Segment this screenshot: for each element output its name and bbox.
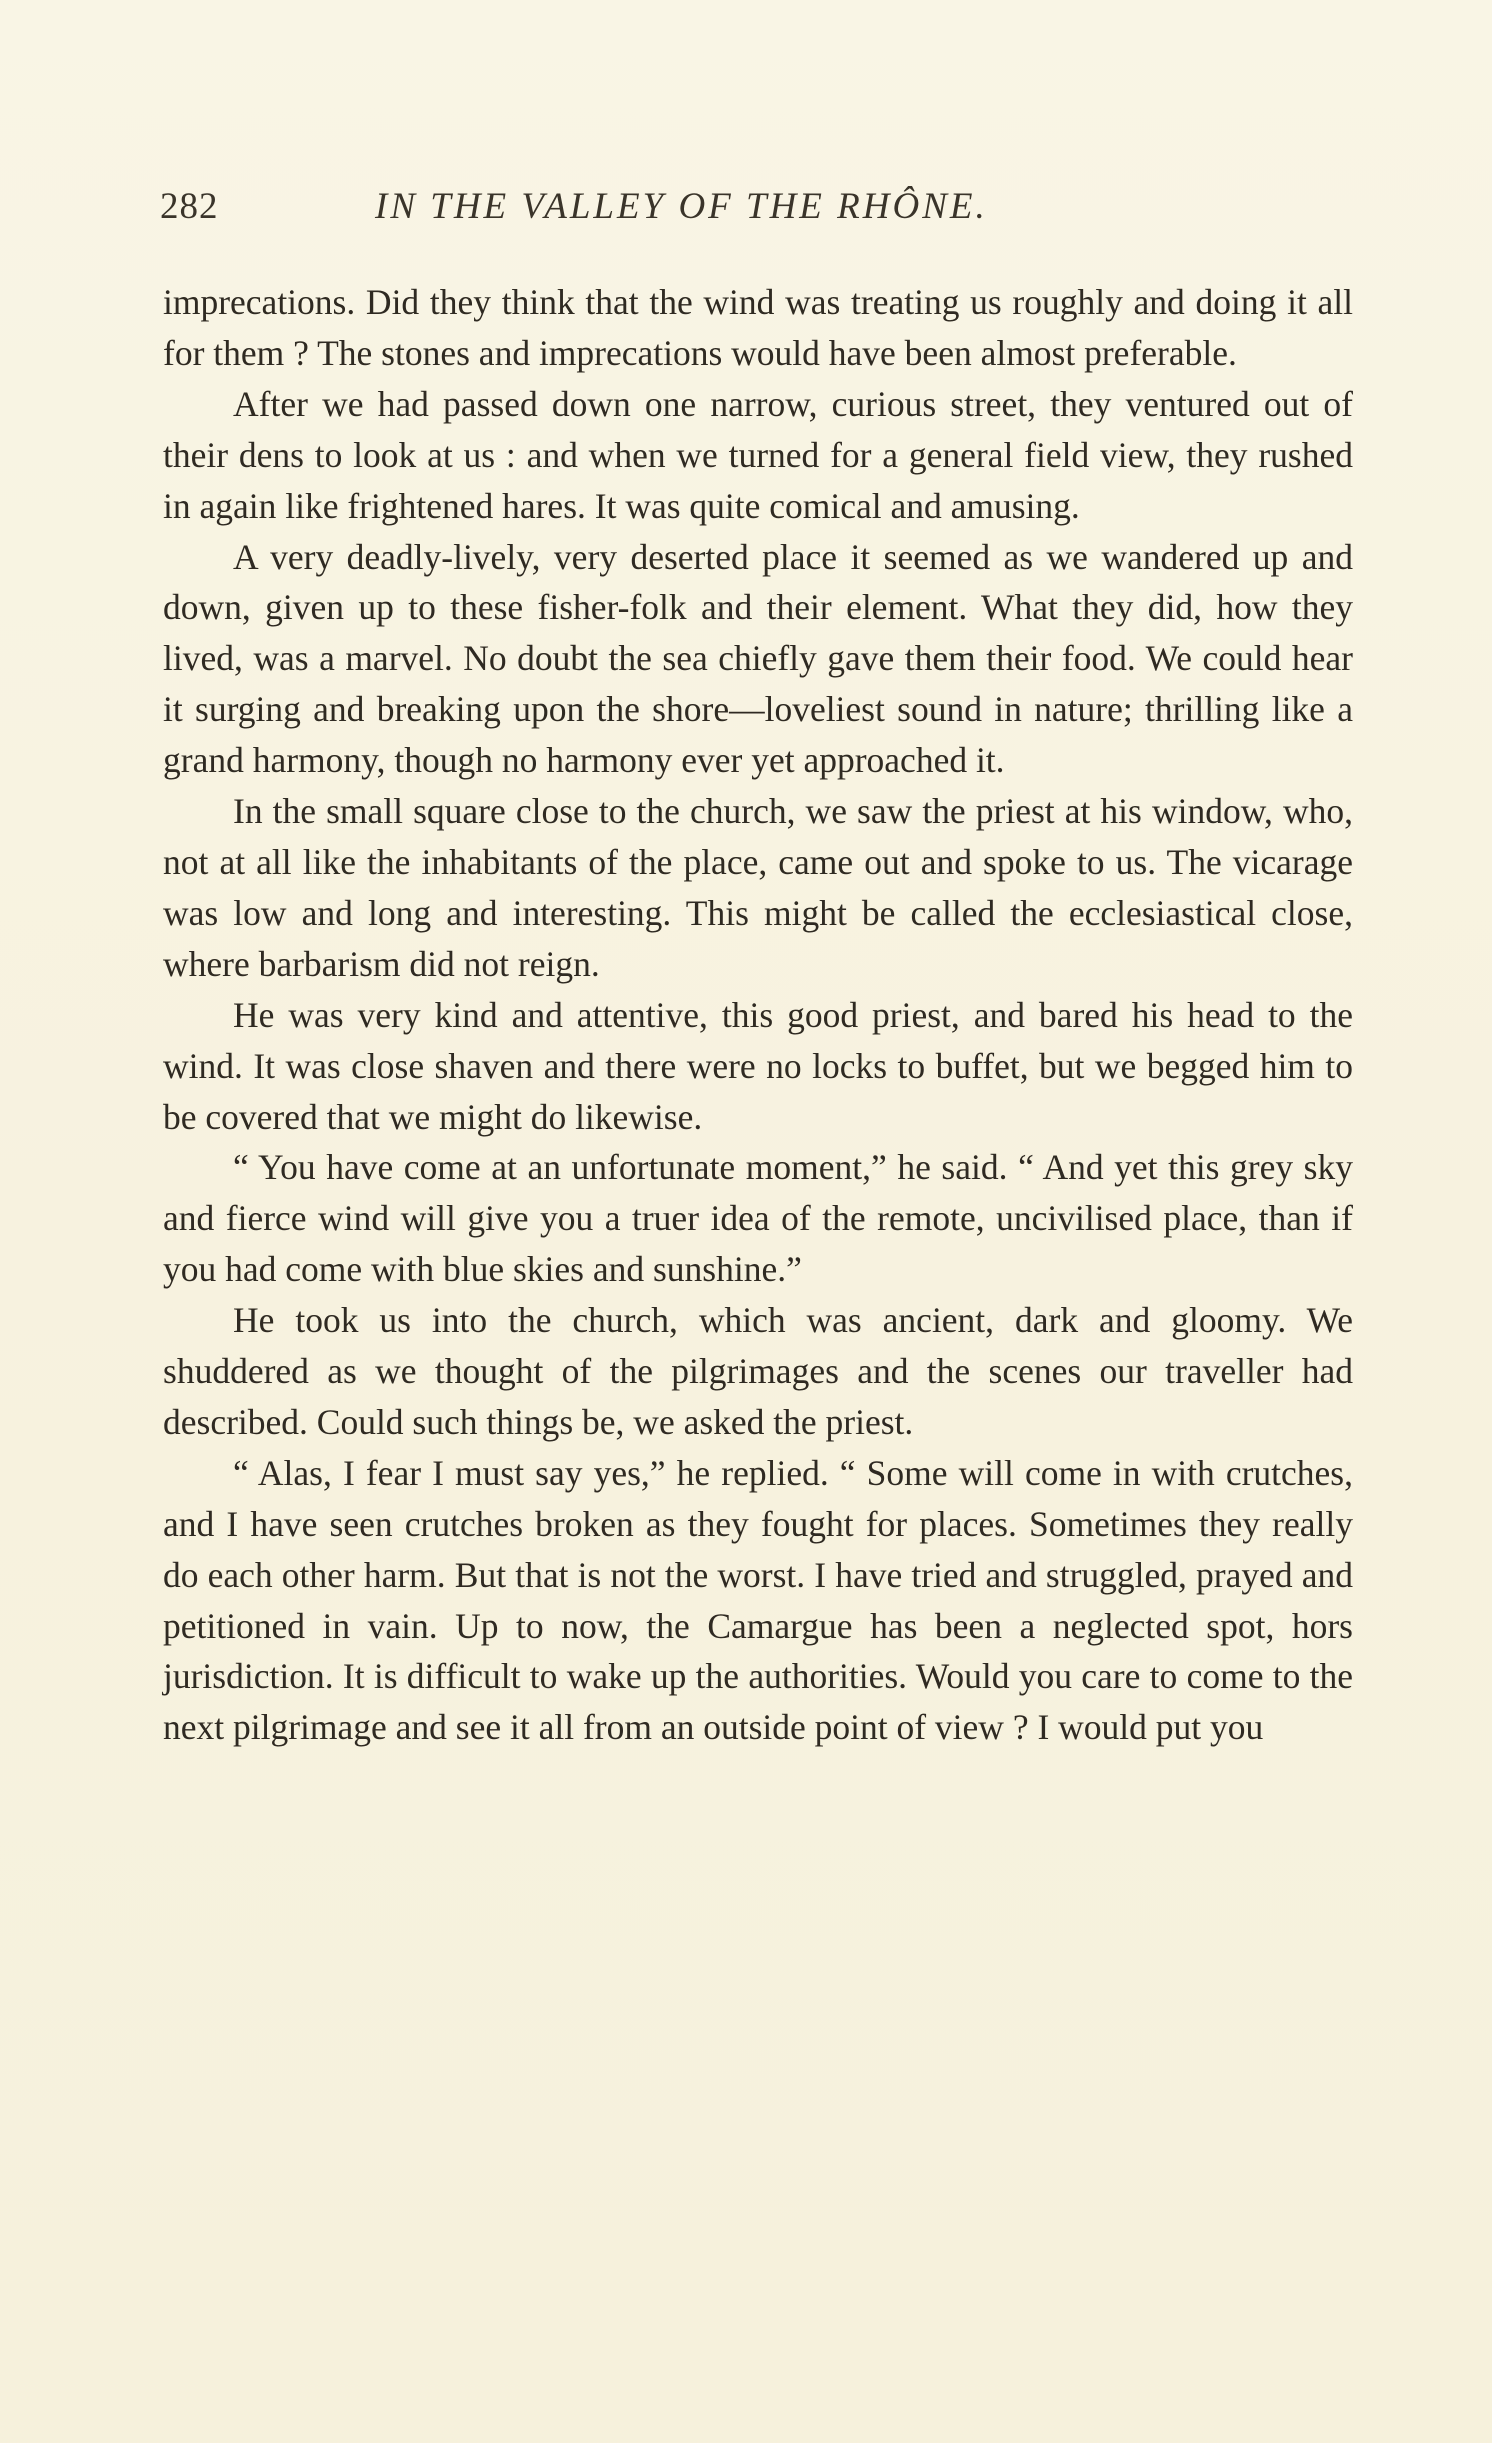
paragraph: He was very kind and attentive, this good priest, and bared his head to the wind. It was close shaven and there were no locks to buffet, but we begged him to be covered that we might do likewise. xyxy=(163,994,1353,1137)
page-number: 282 xyxy=(160,186,219,227)
paragraph: A very deadly-lively, very deserted place it seemed as we wandered up and down, given up to these fisher-folk and their element. What they did, how they lived, was a marvel. No doubt the sea chiefly gave them their food. We could hear it surging and breaking upon the shore—loveliest sound in nature; thrilling like a grand harmony, though no harmony ever yet approached it. xyxy=(163,536,1353,781)
paragraph: “ You have come at an unfortunate moment,” he said. “ And yet this grey sky and fierce wind will give you a truer idea of the remote, uncivilised place, than if you had come with blue skies and sunshine.” xyxy=(163,1147,1353,1290)
paragraph: He took us into the church, which was ancient, dark and gloomy. We shuddered as we thought of the pilgrimages and the scenes our traveller had described. Could such things be, we asked the priest. xyxy=(163,1300,1353,1442)
paragraph-continuation: imprecations. Did they think that the wind was treating us roughly and doing it all for them ? The stones and imprecations would have been almost preferable. xyxy=(163,282,1353,373)
body-text xyxy=(163,277,1353,1753)
paragraph: “ Alas, I fear I must say yes,” he replied. “ Some will come in with crutches, and I have seen crutches broken as they fought for places. Sometimes they really do each other harm. But that is not the worst. I have tried and struggled, prayed and petitioned in vain. Up to now, the Camargue has been a neglected spot, hors jurisdiction. It is difficult to wake up the authorities. Would you care to come to the next pilgrimage and see it all from an outside point of view ? I would put you xyxy=(163,1452,1353,1748)
running-title: IN THE VALLEY OF THE RHÔNE. xyxy=(375,186,988,227)
page-header xyxy=(160,185,1350,245)
paragraph: In the small square close to the church, we saw the priest at his window, who, not at all like the inhabitants of the place, came out and spoke to us. The vicarage was low and long and interesting. This might be called the ecclesiastical close, where barbarism did not reign. xyxy=(163,791,1353,984)
paragraph: After we had passed down one narrow, curious street, they ventured out of their dens to look at us : and when we turned for a general field view, they rushed in again like frightened hares. It was quite comical and amusing. xyxy=(163,383,1353,526)
